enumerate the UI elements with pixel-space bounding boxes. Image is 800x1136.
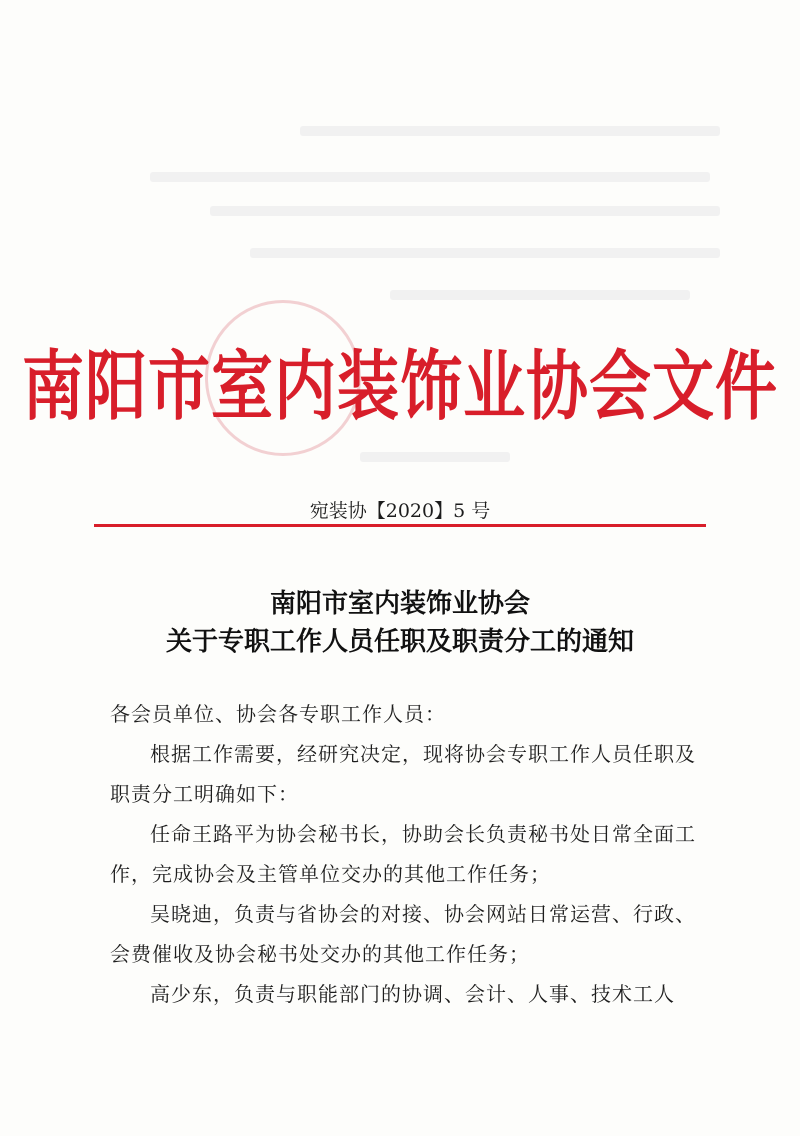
- body-paragraph: 高少东，负责与职能部门的协调、会计、人事、技术工人: [150, 982, 675, 1006]
- body-paragraph: 任命王路平为协会秘书长，协助会长负责秘书处日常全面工作，完成协会及主管单位交办的其他工作任务；: [110, 822, 696, 886]
- notice-title-line-2: 关于专职工作人员任职及职责分工的通知: [165, 627, 634, 657]
- body-paragraph: 吴晓迪，负责与省协会的对接、协会网站日常运营、行政、会费催收及协会秘书处交办的其他工作任务；: [110, 902, 696, 966]
- document-number: 宛装协【2020】5 号: [309, 500, 491, 522]
- red-divider-rule: [94, 524, 706, 527]
- notice-body: [110, 694, 710, 1014]
- salutation: 各会员单位、协会各专职工作人员：: [110, 702, 446, 726]
- org-header-title: 南阳市室内装饰业协会文件: [21, 341, 778, 431]
- body-paragraph: 根据工作需要，经研究决定，现将协会专职工作人员任职及职责分工明确如下：: [110, 742, 696, 806]
- notice-title-line-1: 南阳市室内装饰业协会: [269, 589, 530, 619]
